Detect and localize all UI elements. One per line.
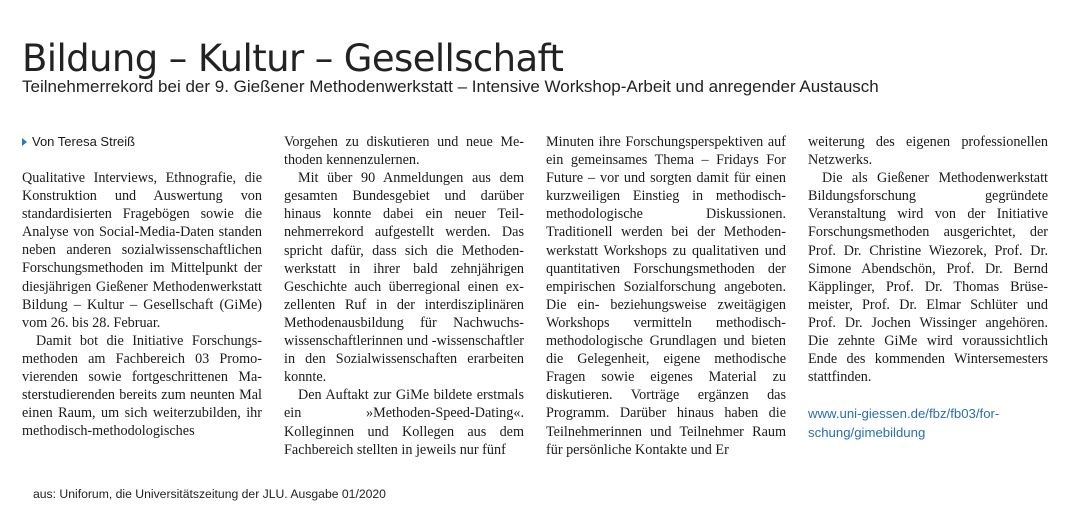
- paragraph: Minuten ihre Forschungsperspektiven auf ein gemeinsames Thema – Fridays For Future – vor und sorgten damit für einen kurzweiligen Einstieg in methodisch-methodologische Diskussionen. Traditionell werden bei der Methodenwerkstatt Workshops zu qualitativen und quantitativen Forschungsmethoden der empirischen Sozialforschung angeboten. Die ein- beziehungsweise zweitägigen Workshops vermitteln methodisch-methodologische Grundlagen und bieten die Gelegenheit, eigene methodische Fragen sowie eigenes Material zu diskutieren. Vorträge ergänzen das Programm. Darüber hinaus haben die Teilnehmerinnen und Teilnehmer Raum für persönliche Kontakte und Er: [546, 134, 786, 458]
- paragraph: Vorgehen zu diskutieren und neue Methoden kennenzulernen.: [284, 134, 524, 169]
- website-link-line-2[interactable]: schung/gimebildung: [808, 424, 926, 440]
- arrow-right-icon: [22, 138, 27, 146]
- article-column-3: [546, 133, 786, 459]
- byline-text: Von Teresa Streiß: [32, 134, 136, 149]
- paragraph: Den Auftakt zur GiMe bildete erstmals ein »Methoden-Speed-Dating«. Kolleginnen und Kollegen aus dem Fachbereich stellten in jeweils nur fünf: [284, 387, 524, 458]
- source-note: aus: Uniforum, die Universitätszeitung der JLU. Ausgabe 01/2020: [33, 487, 386, 501]
- page-title: Bildung – Kultur – Gesellschaft: [22, 36, 564, 80]
- byline: [22, 133, 262, 151]
- article-column-4: [808, 133, 1048, 442]
- paragraph: Mit über 90 Anmeldungen aus dem gesamten Bundesgebiet und darüber hinaus konnte dabei ein neuer Teilnehmerrekord aufgestellt werden. Das spricht dafür, dass sich die Methodenwerkstatt in ihrer bald zehnjährigen Geschichte auch überregional einen exzellenten Ruf in der interdisziplinären Methodenausbildung für Nachwuchswissenschaftlerinnen und -wissenschaftler in den Sozialwissenschaften erarbeiten konnte.: [284, 170, 524, 386]
- paragraph: Damit bot die Initiative Forschungsmethoden am Fachbereich 03 Promovierenden sowie fortgeschrittenen Masterstudierenden bereits zum neunten Mal einen Raum, um sich weiterzubilden, ihr methodisch-methodologisches: [22, 332, 262, 440]
- paragraph: weiterung des eigenen professionellen Netzwerks.: [808, 134, 1048, 169]
- article-column-1: [22, 133, 262, 440]
- article-subtitle: Teilnehmerrekord bei der 9. Gießener Methodenwerkstatt – Intensive Workshop-Arbeit und anregender Austausch: [22, 77, 879, 96]
- paragraph: Die als Gießener Methodenwerkstatt Bildungsforschung gegründete Veranstaltung wird von der Initiative Forschungsmethoden ausgerichtet, der Prof. Dr. Christine Wiezorek, Prof. Dr. Simone Abendschön, Prof. Dr. Bernd Käpplinger, Prof. Dr. Thomas Brüsemeister, Prof. Dr. Elmar Schlüter und Prof. Dr. Jochen Wissinger angehören. Die zehnte GiMe wird voraussichtlich Ende des kommenden Wintersemesters stattfinden.: [808, 170, 1048, 386]
- article-column-2: [284, 133, 524, 459]
- website-link[interactable]: [808, 405, 1048, 442]
- paragraph: Qualitative Interviews, Ethnografie, die Konstruktion und Auswertung von standardisierten Fragebögen sowie die Analyse von Social-Media-Daten standen neben anderen sozialwissenschaftlichen Forschungsmethoden im Mittelpunkt der diesjährigen Gießener Methodenwerkstatt Bildung – Kultur – Gesellschaft (GiMe) vom 26. bis 28. Februar.: [22, 170, 262, 331]
- website-link-line-1[interactable]: www.uni-giessen.de/fbz/fb03/for-: [808, 406, 1000, 422]
